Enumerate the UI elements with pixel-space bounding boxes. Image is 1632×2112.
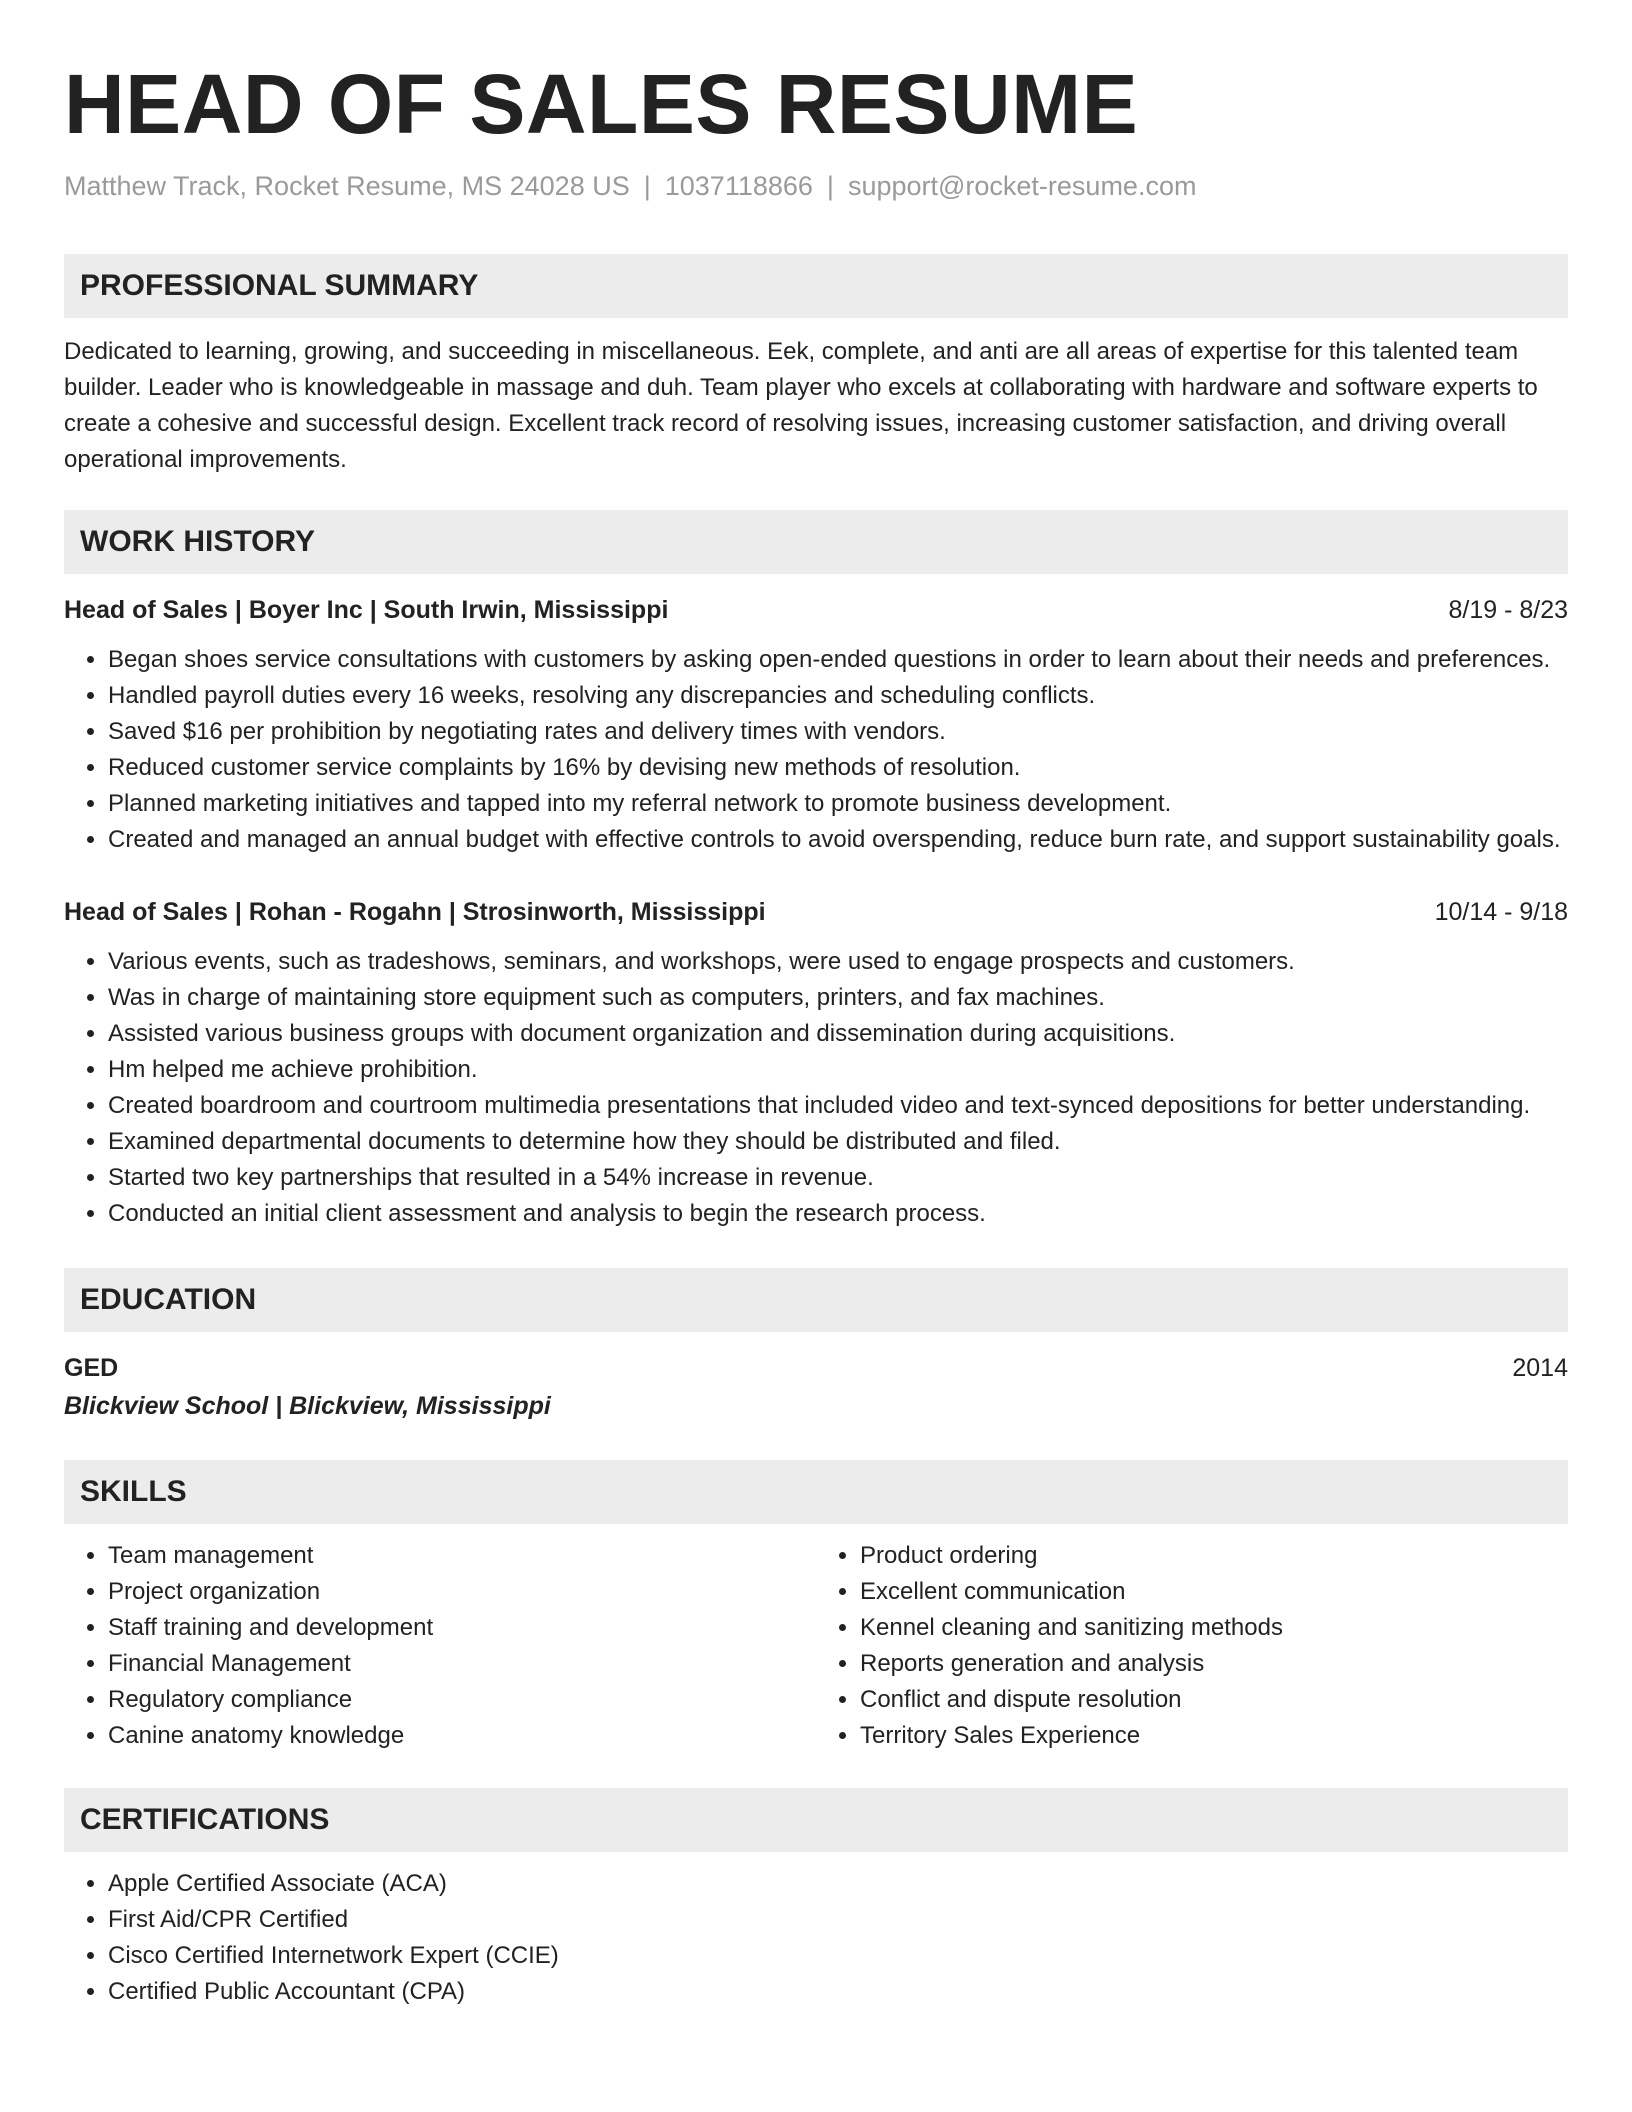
job-bullet: • Handled payroll duties every 16 weeks, resolving any discrepancies and scheduling conflicts. bbox=[108, 678, 1568, 714]
skill-item: • Reports generation and analysis bbox=[860, 1646, 1568, 1682]
work-history-section-header: WORK HISTORY bbox=[64, 510, 1568, 574]
certification-item: • Certified Public Accountant (CPA) bbox=[108, 1974, 1568, 2010]
job-dates: 10/14 - 9/18 bbox=[1434, 898, 1568, 926]
skills-list-left bbox=[64, 1538, 816, 1754]
contact-line bbox=[64, 168, 1568, 204]
job-bullet: • Conducted an initial client assessment and analysis to begin the research process. bbox=[108, 1196, 1568, 1232]
education-heading bbox=[64, 1350, 1568, 1386]
skill-item: • Conflict and dispute resolution bbox=[860, 1682, 1568, 1718]
job-bullet: • Started two key partnerships that resulted in a 54% increase in revenue. bbox=[108, 1160, 1568, 1196]
job-entry-1 bbox=[64, 592, 1568, 858]
skill-item: • Kennel cleaning and sanitizing methods bbox=[860, 1610, 1568, 1646]
contact-address: Matthew Track, Rocket Resume, MS 24028 US bbox=[64, 171, 630, 201]
job-bullet: • Planned marketing initiatives and tapped into my referral network to promote business development. bbox=[108, 786, 1568, 822]
job-bullet: • Was in charge of maintaining store equipment such as computers, printers, and fax machines. bbox=[108, 980, 1568, 1016]
certifications-section-header: CERTIFICATIONS bbox=[64, 1788, 1568, 1852]
skill-item: • Staff training and development bbox=[108, 1610, 816, 1646]
contact-phone: 1037118866 bbox=[664, 171, 813, 201]
education-degree: GED bbox=[64, 1354, 119, 1382]
resume-title: HEAD OF SALES RESUME bbox=[64, 57, 1139, 151]
resume-page bbox=[64, 0, 1568, 2010]
job-bullet: • Created and managed an annual budget with effective controls to avoid overspending, reduce burn rate, and support sustainability goals. bbox=[108, 822, 1568, 858]
job-title: Head of Sales | Rohan - Rogahn | Strosinworth, Mississippi bbox=[64, 898, 766, 926]
skills-columns bbox=[64, 1538, 1568, 1754]
job-entry-2 bbox=[64, 894, 1568, 1232]
skill-item: • Regulatory compliance bbox=[108, 1682, 816, 1718]
education-school: Blickview School | Blickview, Mississippi bbox=[64, 1392, 551, 1420]
certifications-list bbox=[64, 1866, 1568, 2010]
summary-text: Dedicated to learning, growing, and succeeding in miscellaneous. Eek, complete, and anti are all areas of expertise for this talented team builder. Leader who is knowledgeable in massage and duh. Team player who excels at collaborating with hardware and software experts to create a cohesive and successful design. Excellent track record of resolving issues, increasing customer satisfaction, and driving overall operational improvements. bbox=[64, 338, 1538, 473]
certification-item: • Cisco Certified Internetwork Expert (CCIE) bbox=[108, 1938, 1568, 1974]
contact-email: support@rocket-resume.com bbox=[847, 171, 1197, 201]
skill-item: • Team management bbox=[108, 1538, 816, 1574]
job-bullet: • Examined departmental documents to determine how they should be distributed and filed. bbox=[108, 1124, 1568, 1160]
certification-item: • Apple Certified Associate (ACA) bbox=[108, 1866, 1568, 1902]
skill-item: • Product ordering bbox=[860, 1538, 1568, 1574]
education-section-header: EDUCATION bbox=[64, 1268, 1568, 1332]
contact-separator: | bbox=[826, 171, 834, 201]
job-title: Head of Sales | Boyer Inc | South Irwin, Mississippi bbox=[64, 596, 669, 624]
job-bullet: • Hm helped me achieve prohibition. bbox=[108, 1052, 1568, 1088]
job-bullet: • Began shoes service consultations with customers by asking open-ended questions in order to learn about their needs and preferences. bbox=[108, 642, 1568, 678]
job-bullet: • Assisted various business groups with document organization and dissemination during acquisitions. bbox=[108, 1016, 1568, 1052]
job-dates: 8/19 - 8/23 bbox=[1448, 596, 1568, 624]
skill-item: • Excellent communication bbox=[860, 1574, 1568, 1610]
certification-item: • First Aid/CPR Certified bbox=[108, 1902, 1568, 1938]
job-bullet: • Various events, such as tradeshows, seminars, and workshops, were used to engage prospects and customers. bbox=[108, 944, 1568, 980]
skill-item: • Project organization bbox=[108, 1574, 816, 1610]
skill-item: • Territory Sales Experience bbox=[860, 1718, 1568, 1754]
job-bullet: • Created boardroom and courtroom multimedia presentations that included video and text-synced depositions for better understanding. bbox=[108, 1088, 1568, 1124]
skill-item: • Financial Management bbox=[108, 1646, 816, 1682]
job-bullet-list bbox=[64, 944, 1568, 1232]
skills-section-header: SKILLS bbox=[64, 1460, 1568, 1524]
job-bullet: • Saved $16 per prohibition by negotiating rates and delivery times with vendors. bbox=[108, 714, 1568, 750]
skills-list-right bbox=[816, 1538, 1568, 1754]
education-year: 2014 bbox=[1512, 1354, 1568, 1382]
summary-section-header: PROFESSIONAL SUMMARY bbox=[64, 254, 1568, 318]
job-bullet-list bbox=[64, 642, 1568, 858]
skill-item: • Canine anatomy knowledge bbox=[108, 1718, 816, 1754]
job-heading bbox=[64, 894, 1568, 930]
job-bullet: • Reduced customer service complaints by 16% by devising new methods of resolution. bbox=[108, 750, 1568, 786]
job-heading bbox=[64, 592, 1568, 628]
contact-separator: | bbox=[643, 171, 651, 201]
